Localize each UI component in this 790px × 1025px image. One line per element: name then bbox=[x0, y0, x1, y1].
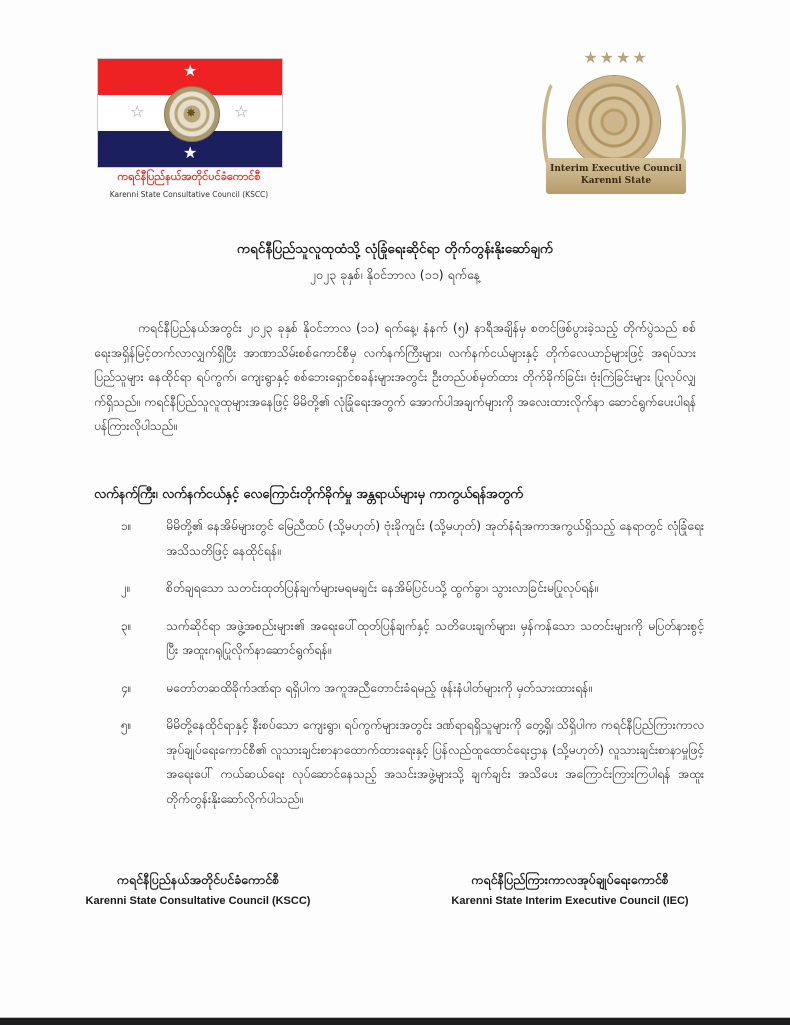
item-number: ၁။ bbox=[121, 519, 132, 533]
emblem-center-icon: ✸ bbox=[186, 106, 197, 120]
list-item bbox=[94, 514, 704, 563]
instruction-list bbox=[94, 514, 704, 824]
iec-seal-icon bbox=[568, 76, 660, 168]
star-icon: ★ bbox=[183, 61, 198, 80]
ribbon-line-2: Karenni State bbox=[580, 176, 652, 186]
item-text: သက်ဆိုင်ရာ အဖွဲ့အစည်းများ၏ အရေးပေါ်ထုတ်ပြန်ချက်နှင့် သတိပေးချက်များ၊ မှန်ကန်သော သတင်းများကို မပြတ်နားစွင့်ပြီး အထူးဂရုပြုလိုက်နာဆောင်ရွက်ရန်။ bbox=[166, 618, 704, 657]
kscc-name-mm: ကရင်နီပြည်နယ်အတိုင်ပင်ခံကောင်စီ bbox=[117, 170, 261, 183]
document-title: ကရင်နီပြည်သူလူထုထံသို့ လုံခြုံရေးဆိုင်ရာ တိုက်တွန်းနိုးဆော်ချက် bbox=[236, 241, 554, 257]
signature-iec bbox=[425, 870, 715, 912]
item-text: မိမိတို့နေထိုင်ရာနှင့် နီးစပ်သော ကျေးရွာ၊ ရပ်ကွက်များအတွင်း ဒဏ်ရာရရှိသူများကို တွေ့ရှိ၊ သိရှိပါက ကရင်နီပြည်ကြားကာလအုပ်ချုပ်ရေးကောင်စီ၏ လူသားချင်းစာနာထောက်ထားရေးနှင့် ပြန်လည်ထူထောင်ရေးဌာန (သို့မဟုတ်) လူသားချင်းစာနာမှုဖြင့် အရေးပေါ် ကယ်ဆယ်ရေး လုပ်ဆောင်နေသည့် အသင်းအဖွဲ့များသို့ ချက်ချင်း အသိပေး အကြောင်းကြားကြပါရန် အထူးတိုက်တွန်းနိုးဆော်လိုက်ပါသည်။ bbox=[166, 718, 704, 806]
kscc-emblem-icon bbox=[164, 86, 220, 142]
document-date: ၂၀၂၃ ခုနှစ်၊ နိုဝင်ဘာလ (၁၁) ရက်နေ့ bbox=[309, 267, 481, 282]
signature-kscc bbox=[58, 870, 338, 912]
star-outline-icon: ☆ bbox=[130, 102, 145, 121]
list-item bbox=[94, 713, 704, 811]
item-number: ၃။ bbox=[121, 618, 132, 633]
star-outline-icon: ☆ bbox=[234, 102, 249, 121]
item-number: ၂။ bbox=[121, 581, 131, 595]
iec-logo bbox=[530, 48, 690, 208]
item-text: မိမိတို့၏ နေအိမ်များတွင် မြေညီထပ် (သို့မဟုတ်) ဗုံးခိုကျင်း (သို့မဟုတ်) အုတ်နံရံအကာအကွယ်ရှိသည့် နေရာတွင် လုံခြုံရေး အသိသတိဖြင့် နေထိုင်ရန်။ bbox=[166, 519, 704, 558]
signature-name-mm: ကရင်နီပြည်နယ်အတိုင်ပင်ခံကောင်စီ bbox=[116, 872, 280, 887]
star-icon: ★ bbox=[183, 143, 198, 162]
item-text: စိတ်ချရသော သတင်းထုတ်ပြန်ချက်များမရမချင်း နေအိမ်ပြင်ပသို့ ထွက်ခွာ၊ သွားလာခြင်းမပြုလုပ်ရန်။ bbox=[166, 581, 599, 595]
intro-paragraph: ကရင်နီပြည်နယ်အတွင်း ၂၀၂၃ ခုနှစ် နိုဝင်ဘာလ (၁၁) ရက်နေ့၊ နံနက် (၅) နာရီအချိန်မှ စတင်ဖြစ်ပွားခဲ့သည့် တိုက်ပွဲသည် စစ်ရေးအရှိန်မြင့်တက်လာလျှက်ရှိပြီး အာဏာသိမ်းစစ်ကောင်စီမှ လက်နက်ကြီးများ၊ လက်နက်ငယ်များနှင့် တိုက်လေယာဉ်များဖြင့် အရပ်သားပြည်သူများ နေထိုင်ရာ ရပ်ကွက်၊ ကျေးရွာနှင့် စစ်ဘေးရှောင်စခန်းများအတွင်း ဦးတည်ပစ်မှတ်ထား တိုက်ခိုက်ခြင်း၊ ဗုံးကြဲခြင်းများ ပြုလုပ်လျှက်ရှိသည်။ ကရင်နီပြည်သူလူထုများအနေဖြင့် မိမိတို့၏ လုံခြုံရေးအတွက် အောက်ပါအချက်များကို အလေးထားလိုက်နာ ဆောင်ရွက်ပေးပါရန် ပန်ကြားလိုပါသည်။ bbox=[94, 321, 696, 433]
list-item bbox=[94, 676, 704, 701]
kscc-logo bbox=[97, 58, 281, 208]
ribbon-line-1: Interim Executive Council bbox=[550, 164, 682, 174]
kscc-name-en: Karenni State Consultative Council (KSCC) bbox=[109, 190, 269, 199]
item-text: မတော်တဆထိခိုက်ဒဏ်ရာ ရရှိပါက အကူအညီတောင်းခံရမည့် ဖုန်းနံပါတ်များကို မှတ်သားထားရန်။ bbox=[166, 680, 592, 695]
section-heading: လက်နက်ကြီး၊ လက်နက်ငယ်နှင့် လေကြောင်းတိုက်ခိုက်မှု အန္တရာယ်များမှ ကာကွယ်ရန်အတွက် bbox=[94, 487, 523, 502]
list-item bbox=[94, 614, 704, 663]
signature-name-mm: ကရင်နီပြည်ကြားကာလအုပ်ချုပ်ရေးကောင်စီ bbox=[471, 872, 669, 887]
item-number: ၄။ bbox=[121, 680, 132, 695]
signature-name-en: Karenni State Interim Executive Council (IEC) bbox=[451, 895, 689, 907]
iec-ribbon bbox=[546, 158, 686, 194]
item-number: ၅။ bbox=[121, 718, 132, 732]
list-item bbox=[94, 576, 704, 601]
signature-name-en: Karenni State Consultative Council (KSCC) bbox=[85, 895, 311, 907]
four-stars-icon: ★★★★ bbox=[583, 48, 649, 67]
kscc-flag bbox=[97, 58, 283, 168]
